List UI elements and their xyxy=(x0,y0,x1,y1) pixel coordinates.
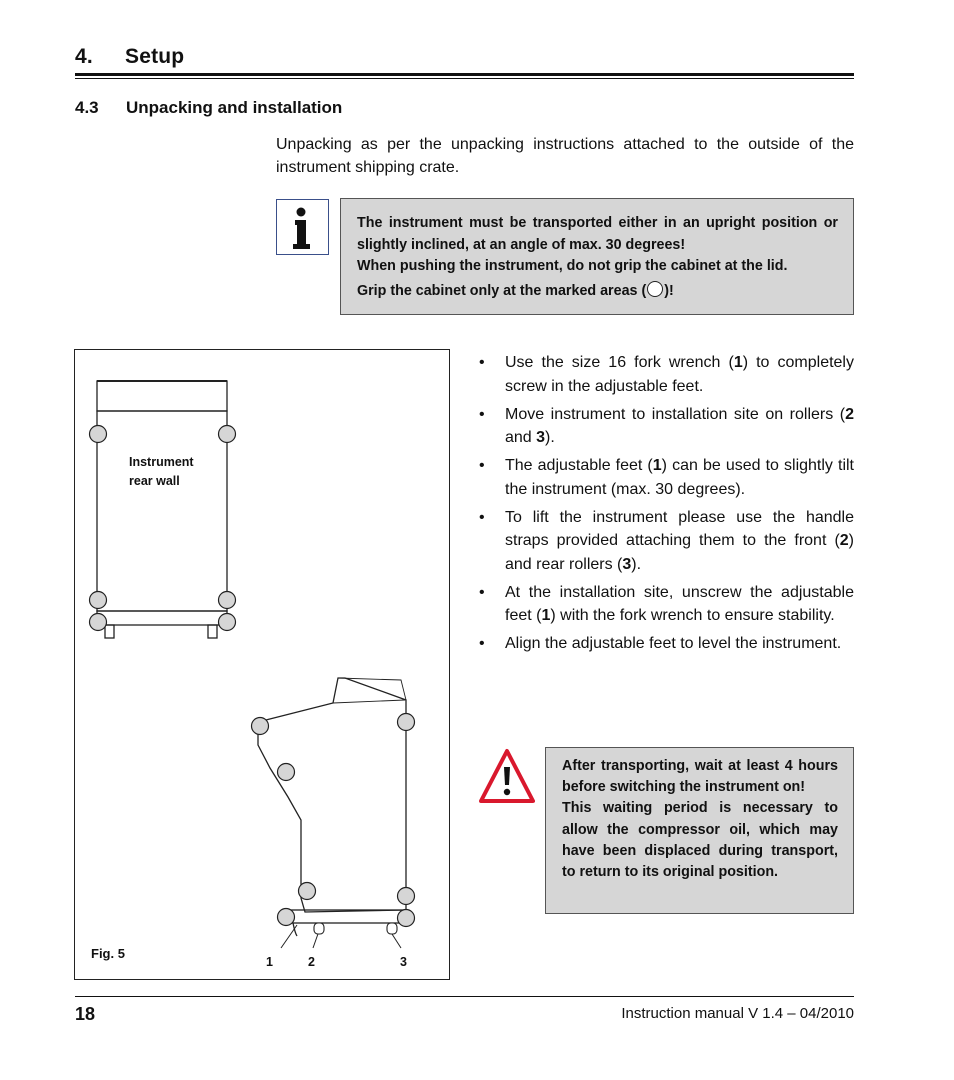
info-note-box xyxy=(340,198,854,315)
info-note-line1: The instrument must be transported either in an upright position or slightly inclined, at an angle of max. 30 degrees! xyxy=(357,215,838,253)
grip-marker xyxy=(219,614,236,631)
list-item xyxy=(479,454,854,501)
rear-wall-label-2: rear wall xyxy=(129,474,180,488)
info-note-line2: When pushing the instrument, do not grip the cabinet at the lid. xyxy=(357,258,788,274)
bullet-ref: 1 xyxy=(541,607,551,624)
info-note-line3 xyxy=(357,281,838,303)
footer-manual-version: Instruction manual V 1.4 – 04/2010 xyxy=(621,1005,854,1022)
bullet-text: At the installation site, unscrew the adjustable feet ( xyxy=(505,583,854,624)
list-item xyxy=(479,351,854,398)
grip-area-markers xyxy=(90,426,415,927)
instruction-list xyxy=(479,351,854,660)
front-roller xyxy=(314,923,324,934)
chapter-heading xyxy=(75,45,184,69)
info-icon xyxy=(276,199,329,255)
figure-5-frame xyxy=(74,349,450,980)
callout-3: 3 xyxy=(400,955,407,969)
chapter-number: 4. xyxy=(75,45,93,68)
section-heading xyxy=(75,98,342,118)
bullet-ref: 1 xyxy=(733,354,743,371)
bullet-text: and xyxy=(505,429,537,446)
rear-wall-label-1: Instrument xyxy=(129,455,194,469)
bullet-text: ) and rear rollers ( xyxy=(505,532,854,573)
instrument-diagram xyxy=(75,350,449,979)
grip-marker xyxy=(398,888,415,905)
warning-line1: After transporting, wait at least 4 hours before switching the instrument on! xyxy=(562,758,838,796)
bullet-text: To lift the instrument please use the handle straps provided attaching them to the front ( xyxy=(505,508,854,549)
grip-marker xyxy=(90,614,107,631)
list-item xyxy=(479,403,854,450)
header-rule-thin xyxy=(75,78,854,79)
bullet-text: ) can be used to slightly tilt the instrument (max. 30 degrees). xyxy=(505,457,854,498)
figure-label: Fig. 5 xyxy=(91,946,125,961)
section-title: Unpacking and installation xyxy=(126,98,343,117)
bullet-ref: 3 xyxy=(622,555,632,573)
header-rule-thick xyxy=(75,73,854,76)
chapter-title: Setup xyxy=(125,45,185,68)
callout-1: 1 xyxy=(266,955,273,969)
bullet-text: Use the size 16 fork wrench ( xyxy=(505,354,734,371)
grip-marker xyxy=(278,909,295,926)
list-item xyxy=(479,632,854,656)
info-note-line3-end: )! xyxy=(664,282,674,299)
bullet-text: ) to completely screw in the adjustable feet. xyxy=(505,354,854,395)
grip-marker xyxy=(219,426,236,443)
grip-marker xyxy=(252,718,269,735)
grip-area-circle-icon xyxy=(647,281,663,297)
bullet-text: Move instrument to installation site on rollers ( xyxy=(505,405,846,423)
info-note-line3-text: Grip the cabinet only at the marked areas ( xyxy=(357,282,647,299)
grip-marker xyxy=(299,883,316,900)
bullet-text: ). xyxy=(545,429,555,446)
warning-line2: This waiting period is necessary to allow the compressor oil, which may have been displaced during transport, to return to its original position. xyxy=(562,800,838,881)
grip-marker xyxy=(398,910,415,927)
bullet-ref: 3 xyxy=(536,429,546,446)
section-number: 4.3 xyxy=(75,98,99,117)
bullet-ref: 1 xyxy=(652,457,662,474)
intro-paragraph: Unpacking as per the unpacking instructions attached to the outside of the instrument shipping crate. xyxy=(276,136,854,176)
list-item xyxy=(479,581,854,628)
callout-2: 2 xyxy=(308,955,315,969)
bullet-ref: 2 xyxy=(839,532,849,549)
grip-marker xyxy=(398,714,415,731)
bullet-text: ). xyxy=(631,555,642,573)
grip-marker xyxy=(278,764,295,781)
grip-marker xyxy=(90,592,107,609)
bullet-text: ) with the fork wrench to ensure stability. xyxy=(550,607,835,624)
warning-triangle-icon xyxy=(479,748,535,804)
footer-rule xyxy=(75,996,854,997)
bullet-text: Align the adjustable feet to level the instrument. xyxy=(505,635,842,652)
rear-roller xyxy=(387,923,397,934)
grip-marker xyxy=(90,426,107,443)
bullet-ref: 2 xyxy=(845,405,854,423)
rollers xyxy=(314,923,397,934)
warning-note-box xyxy=(545,747,854,914)
page-number: 18 xyxy=(75,1004,96,1024)
grip-marker xyxy=(219,592,236,609)
bullet-text: The adjustable feet ( xyxy=(505,457,653,474)
list-item xyxy=(479,506,854,577)
